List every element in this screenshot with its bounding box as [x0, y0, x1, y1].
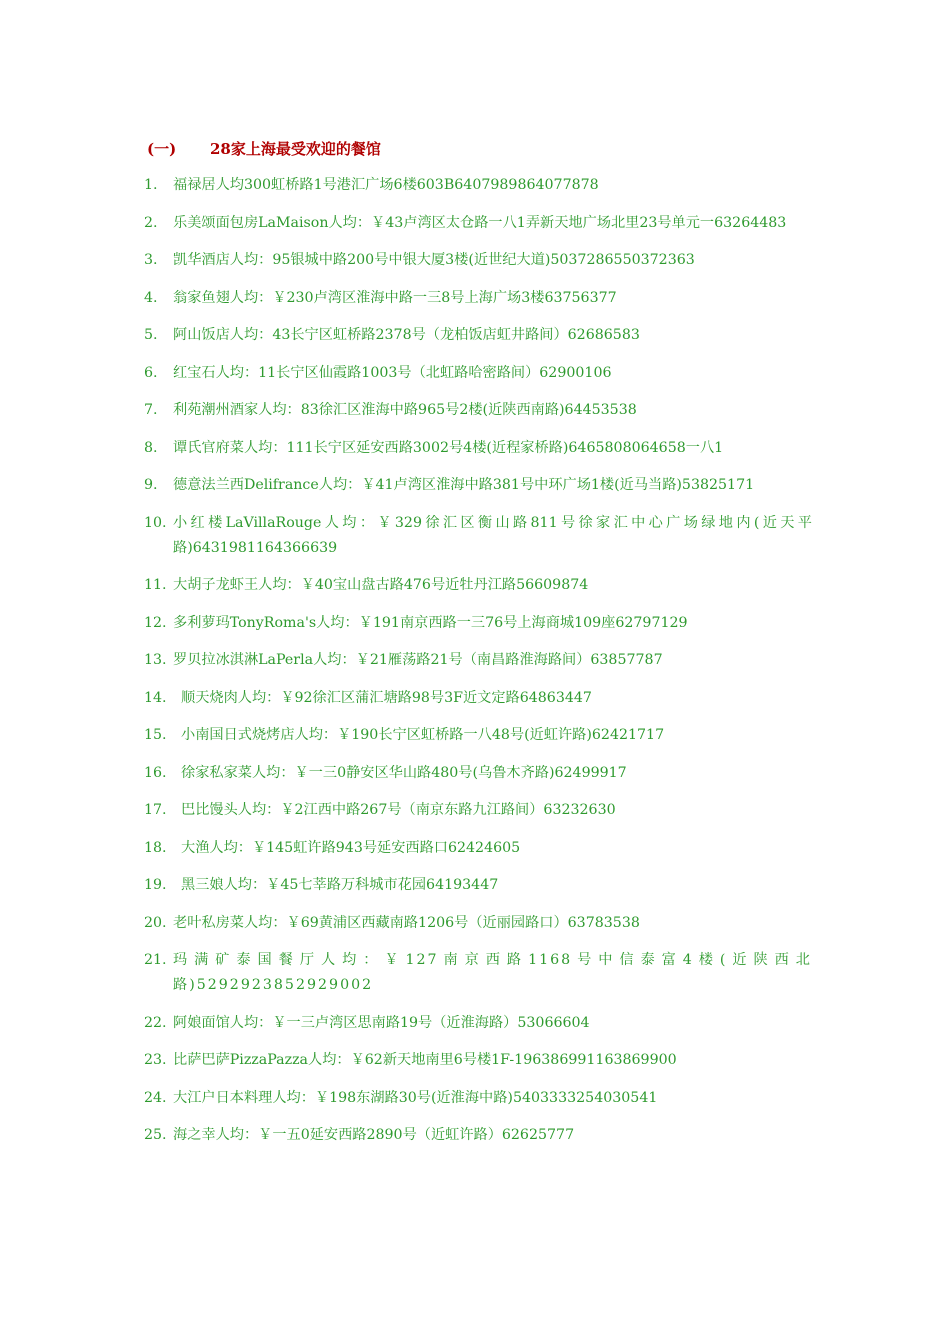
list-item-number: 24.: [144, 1089, 167, 1106]
list-item-text: 利苑潮州酒家人均：83徐汇区淮海中路965号2楼(近陕西南路)64453538: [173, 402, 637, 418]
list-item-number: 9.: [144, 477, 158, 493]
list-item-number: 14.: [144, 689, 167, 706]
list-item: [144, 1011, 812, 1036]
list-item-text: 阿山饭店人均：43长宁区虹桥路2378号（龙柏饭店虹井路间）62686583: [173, 327, 640, 343]
list-item-text: 顺天烧肉人均：￥92徐汇区蒲汇塘路98号3F近文定路64863447: [181, 689, 592, 706]
section-title: 28家上海最受欢迎的餐馆: [210, 140, 381, 158]
list-item: [144, 836, 812, 861]
list-item-number: 4.: [144, 289, 158, 306]
list-item-text: 徐家私家菜人均：￥一三0静安区华山路480号(乌鲁木齐路)62499917: [181, 764, 627, 781]
list-item-text: 大渔人均：￥145虹许路943号延安西路口62424605: [181, 839, 521, 856]
list-item-text: 比萨巴萨PizzaPazza人均：￥62新天地南里6号楼1F-196386991163869900: [173, 1052, 677, 1068]
list-item-number: 15.: [144, 727, 167, 743]
list-item: [144, 511, 812, 561]
list-item-number: 7.: [144, 402, 158, 418]
list-item: [144, 398, 812, 423]
list-item-number: 8.: [144, 439, 158, 456]
list-item: [144, 611, 812, 636]
list-item: [144, 798, 812, 823]
list-item-number: 13.: [144, 652, 167, 668]
list-item-text: 翁家鱼翅人均：￥230卢湾区淮海中路一三8号上海广场3楼63756377: [173, 289, 617, 306]
section-heading: [147, 136, 381, 162]
list-item-number: 1.: [144, 177, 158, 193]
list-item: [144, 761, 812, 786]
list-item-text: 玛满矿泰国餐厅人均：￥127南京西路1168号中信泰富4楼(近陕西北路)5292923852929002: [173, 952, 812, 993]
list-item: [144, 648, 812, 673]
list-item-number: 10.: [144, 514, 167, 531]
list-item-number: 21.: [144, 952, 167, 968]
list-item-number: 3.: [144, 252, 158, 268]
list-item-number: 17.: [144, 802, 167, 818]
list-item-number: 11.: [144, 577, 167, 593]
list-item-number: 20.: [144, 914, 167, 931]
list-item: [144, 723, 812, 748]
list-item-text: 凯华酒店人均：95银城中路200号中银大厦3楼(近世纪大道)5037286550372363: [173, 252, 695, 268]
list-item-text: 海之幸人均：￥一五0延安西路2890号（近虹许路）62625777: [173, 1127, 575, 1143]
list-item-number: 22.: [144, 1014, 167, 1031]
list-item: [144, 1086, 812, 1111]
list-item-text: 德意法兰西Delifrance人均：￥41卢湾区淮海中路381号中环广场1楼(近马当路)53825171: [173, 477, 755, 493]
list-item-number: 2.: [144, 214, 158, 231]
list-item-text: 大江户日本料理人均：￥198东湖路30号(近淮海中路)5403333254030541: [173, 1089, 658, 1106]
list-item-text: 老叶私房菜人均：￥69黄浦区西藏南路1206号（近丽园路口）63783538: [173, 914, 640, 931]
list-item-number: 12.: [144, 614, 167, 631]
list-item: [144, 248, 812, 273]
list-item: [144, 948, 812, 998]
list-item-text: 福禄居人均300虹桥路1号港汇广场6楼603B6407989864077878: [173, 177, 599, 193]
list-item: [144, 873, 812, 898]
list-item: [144, 473, 812, 498]
list-item: [144, 323, 812, 348]
list-item-text: 大胡子龙虾王人均：￥40宝山盘古路476号近牡丹江路56609874: [173, 577, 589, 593]
list-item-number: 6.: [144, 364, 158, 381]
list-item: [144, 686, 812, 711]
list-item-text: 巴比馒头人均：￥2江西中路267号（南京东路九江路间）63232630: [181, 802, 616, 818]
list-item-text: 红宝石人均：11长宁区仙霞路1003号（北虹路哈密路间）62900106: [173, 364, 612, 381]
list-item-number: 23.: [144, 1052, 167, 1068]
list-item: [144, 1048, 812, 1073]
list-item-text: 谭氏官府菜人均：111长宁区延安西路3002号4楼(近程家桥路)6465808064658一八1: [173, 439, 724, 456]
list-item: [144, 211, 812, 236]
list-item: [144, 436, 812, 461]
list-item: [144, 1123, 812, 1148]
list-item-number: 19.: [144, 877, 167, 893]
list-item-text: 乐美颂面包房LaMaison人均：￥43卢湾区太仓路一八1弄新天地广场北里23号单元一63264483: [173, 214, 787, 231]
section-number: (一): [147, 140, 177, 158]
list-item-number: 18.: [144, 839, 167, 856]
list-item-text: 小红楼LaVillaRouge人均：￥329徐汇区衡山路811号徐家汇中心广场绿地内(近天平路)6431981164366639: [173, 514, 812, 556]
list-item: [144, 361, 812, 386]
list-item: [144, 173, 812, 198]
list-item-number: 16.: [144, 764, 167, 781]
list-item-text: 多利萝玛TonyRoma's人均：￥191南京西路一三76号上海商城109座62797129: [173, 614, 688, 631]
restaurant-list: [144, 173, 812, 1161]
list-item: [144, 911, 812, 936]
list-item-number: 25.: [144, 1127, 167, 1143]
list-item-text: 黑三娘人均：￥45七莘路万科城市花园64193447: [181, 877, 499, 893]
list-item-number: 5.: [144, 327, 158, 343]
list-item: [144, 573, 812, 598]
list-item-text: 阿娘面馆人均：￥一三卢湾区思南路19号（近淮海路）53066604: [173, 1014, 590, 1031]
list-item: [144, 286, 812, 311]
list-item-text: 小南国日式烧烤店人均：￥190长宁区虹桥路一八48号(近虹许路)62421717: [181, 727, 665, 743]
list-item-text: 罗贝拉冰淇淋LaPerla人均：￥21雁荡路21号（南昌路淮海路间）63857787: [173, 652, 663, 668]
